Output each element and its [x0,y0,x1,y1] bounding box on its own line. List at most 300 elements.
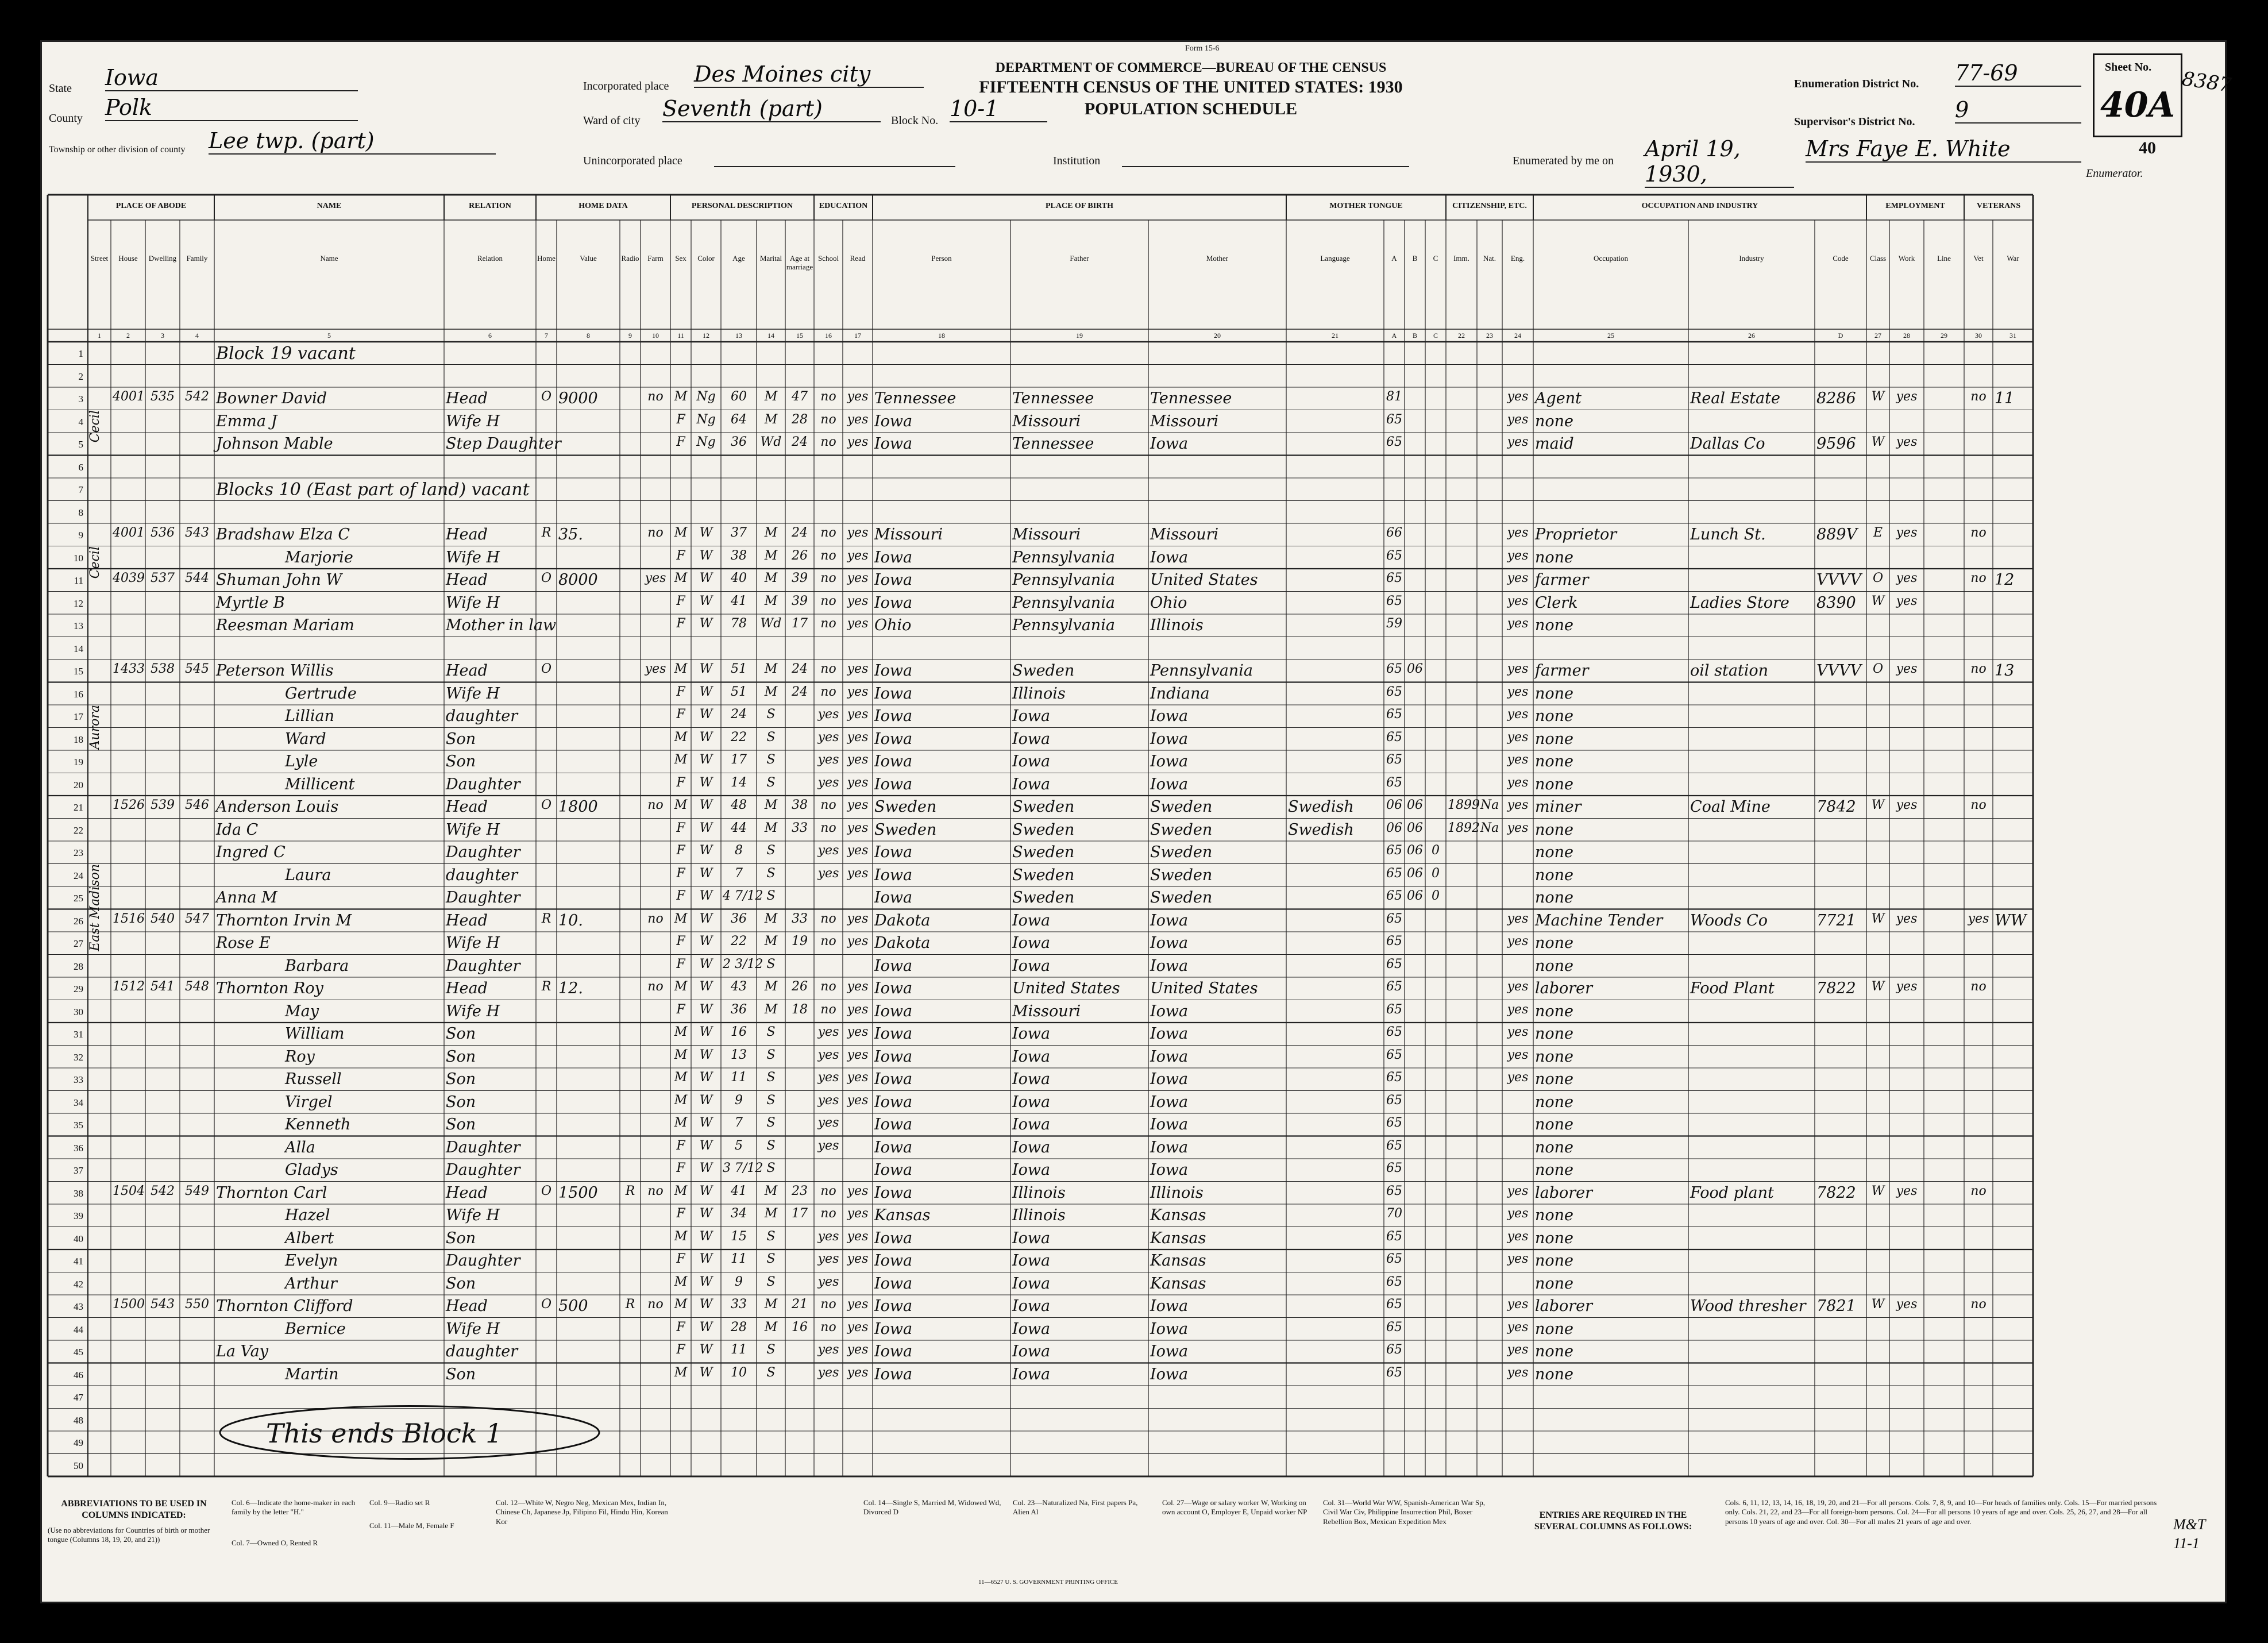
cell-fbp: Pennsylvania [1012,548,1115,566]
cell-fam: 544 [185,571,209,585]
cell-sch: no [820,934,836,948]
column-number: 23 [1486,331,1493,340]
cell-age: 13 [731,1047,747,1062]
cell-read: yes [847,1093,869,1108]
cell-mbp: Sweden [1150,866,1213,884]
cell-val: 9000 [558,389,598,407]
cell-a: 65 [1386,753,1402,767]
group-header: NAME [317,202,342,210]
cell-occ: none [1535,1047,1574,1066]
incorporated-value: Des Moines city [694,61,924,88]
cell-sex: F [676,684,685,699]
cell-vet: no [1970,1183,1987,1198]
group-header: RELATION [469,202,511,210]
cell-eng: yes [1507,571,1529,585]
cell-color: W [699,775,713,790]
cell-sch: yes [817,730,839,745]
cell-rel: Head [446,1297,488,1315]
cell-sch: yes [817,1138,839,1153]
cell-fbp: Iowa [1012,1070,1051,1088]
cell-a: 65 [1386,1002,1402,1017]
abbrev-col7: Col. 7—Owned O, Rented R [232,1538,318,1547]
cell-val: 500 [558,1297,588,1315]
cell-work: yes [1896,662,1918,676]
cell-agem: 47 [792,389,808,404]
cell-age: 16 [731,1025,747,1039]
cell-sex: M [674,1274,688,1289]
column-header: Person [931,254,952,263]
cell-dw: 537 [151,571,175,585]
cell-mbp: Iowa [1150,957,1189,975]
column-number: 12 [703,331,709,340]
cell-cls: W [1871,593,1885,608]
cell-house: 1500 [113,1297,145,1312]
column-header: Name [320,254,338,263]
cell-name: Marjorie [285,548,353,566]
cell-color: W [699,1252,713,1266]
cell-occ: none [1535,684,1574,703]
column-header: Language [1320,254,1350,263]
cell-ind: Ladies Store [1690,593,1789,612]
column-header: House [118,254,138,263]
row-number: 37 [74,1165,83,1176]
cell-mbp: Iowa [1150,1138,1189,1156]
cell-rel: Step Daughter [446,435,561,453]
cell-farm: no [647,389,664,404]
cell-bp: Iowa [874,1002,913,1020]
cell-fbp: Sweden [1012,843,1075,861]
cell-name: Arthur [285,1274,337,1293]
cell-bp: Iowa [874,1343,913,1360]
row-number: 15 [74,666,83,677]
cell-mar: S [766,753,776,767]
cell-sch: yes [817,775,839,790]
column-number: 10 [652,331,659,340]
cell-mbp: Iowa [1150,1002,1189,1020]
cell-age: 38 [731,548,747,563]
cell-code: VVVV [1816,662,1861,680]
cell-cls: W [1871,979,1885,994]
row-number: 7 [78,484,83,495]
cell-work: yes [1896,571,1918,585]
cell-bp: Iowa [874,662,913,680]
cell-cls: W [1871,389,1885,404]
cell-ind: Coal Mine [1690,798,1771,816]
cell-age: 9 [735,1093,743,1108]
row-number: 46 [74,1369,83,1380]
cell-age: 78 [731,616,747,631]
row-number: 40 [74,1233,83,1244]
cell-a: 65 [1386,866,1402,881]
column-header: A [1391,254,1397,263]
cell-occ: none [1535,820,1574,839]
cell-fbp: Missouri [1012,526,1081,543]
row-number: 20 [74,779,83,790]
column-number: 16 [825,331,832,340]
cell-rel: daughter [446,1343,518,1360]
cell-age: 9 [735,1274,743,1289]
row-number: 27 [74,938,83,949]
cell-sex: F [676,1320,685,1335]
cell-name: May [285,1002,319,1020]
cell-color: W [699,1002,713,1017]
column-number: 11 [677,331,684,340]
cell-vet: yes [1968,911,1989,926]
cell-a: 65 [1386,1183,1402,1198]
cell-mar: M [764,526,778,540]
cell-mar: M [764,1002,778,1017]
column-number: 15 [796,331,803,340]
cell-rel: Son [446,1274,476,1293]
cell-fbp: United States [1012,979,1120,997]
cell-eng: yes [1507,730,1529,745]
column-number: 3 [161,331,164,340]
cell-a: 65 [1386,1229,1402,1244]
cell-sch: no [820,662,836,676]
cell-bp: Dakota [874,934,931,952]
cell-val: 1800 [558,798,598,816]
cell-name: Hazel [285,1206,330,1224]
row-number: 13 [74,620,83,631]
column-number: 14 [767,331,774,340]
cell-age: 11 [731,1343,747,1357]
cell-color: W [699,1274,713,1289]
column-number: 20 [1214,331,1221,340]
cell-fbp: Iowa [1012,911,1051,930]
cell-mbp: Sweden [1150,820,1213,839]
cell-b: 06 [1407,889,1423,903]
cell-a: 65 [1386,548,1402,563]
enum-district-value: 77-69 [1955,60,2081,87]
cell-fam: 549 [185,1183,209,1198]
cell-rel: Wife H [446,548,500,566]
cell-age: 34 [731,1206,747,1221]
cell-color: W [699,1025,713,1039]
cell-sex: M [674,1093,688,1108]
cell-agem: 39 [792,593,808,608]
column-number: C [1433,331,1438,340]
cell-eng: yes [1507,798,1529,812]
cell-sch: yes [817,843,839,858]
cell-rel: Wife H [446,1206,500,1224]
row-number: 10 [74,552,83,564]
cell-mar: S [766,866,776,881]
cell-mbp: Iowa [1150,1161,1189,1179]
column-header: Occupation [1594,254,1628,263]
cell-read: yes [847,934,869,948]
column-number: 25 [1607,331,1614,340]
cell-dw: 540 [151,911,175,926]
cell-vet: no [1970,571,1987,585]
cell-rel: Daughter [446,1161,520,1179]
cell-mar: Wd [760,616,782,631]
cell-color: W [699,798,713,812]
cell-read: yes [847,979,869,994]
cell-work: yes [1896,593,1918,608]
cell-sch: yes [817,1093,839,1108]
cell-age: 11 [731,1070,747,1085]
cell-age: 8 [735,843,743,858]
cell-a: 06 [1386,798,1402,812]
cell-bp: Iowa [874,1116,913,1133]
row-number: 25 [74,893,83,904]
cell-rel: Wife H [446,1320,500,1338]
cell-a: 65 [1386,593,1402,608]
cell-name: Rose E [216,934,271,952]
cell-read: yes [847,593,869,608]
cell-eng: yes [1507,1252,1529,1266]
cell-bp: Iowa [874,957,913,975]
column-number: 5 [327,331,331,340]
cell-sch: yes [817,1047,839,1062]
cell-color: W [699,1343,713,1357]
cell-farm: no [647,911,664,926]
column-number: 9 [628,331,632,340]
column-header: Vet [1973,254,1984,263]
cell-mar: S [766,843,776,858]
cell-rel: Wife H [446,934,500,952]
column-number: 8 [587,331,590,340]
cell-mbp: United States [1150,979,1258,997]
cell-color: W [699,957,713,971]
cell-a: 65 [1386,1343,1402,1357]
cell-eng: yes [1507,526,1529,540]
cell-sex: F [676,1138,685,1153]
row-number: 16 [74,688,83,700]
cell-sch: no [820,526,836,540]
cell-sex: M [674,979,688,994]
row-number: 31 [74,1029,83,1040]
cell-color: W [699,911,713,926]
cell-rel: Daughter [446,957,520,975]
cell-sch: yes [817,1274,839,1289]
cell-fbp: Iowa [1012,1093,1051,1111]
cell-home: O [541,798,552,812]
row-number: 9 [78,530,83,541]
cell-house: 4039 [113,571,145,585]
cell-rel: Head [446,662,488,680]
row-number: 23 [74,847,83,858]
cell-name: Kenneth [285,1116,351,1133]
cell-rel: Daughter [446,775,520,793]
column-header: Work [1898,254,1915,263]
cell-sch: yes [817,1365,839,1380]
cell-rel: Head [446,979,488,997]
cell-sex: M [674,1070,688,1085]
group-header: MOTHER TONGUE [1329,202,1403,210]
cell-mar: S [766,1252,776,1266]
cell-eng: yes [1507,1229,1529,1244]
cell-mar: S [766,957,776,971]
cell-val: 10. [558,911,583,930]
cell-mbp: Indiana [1150,684,1210,703]
column-header: School [817,254,839,263]
cell-sch: no [820,1320,836,1335]
row-number: 21 [74,802,83,813]
state-label: State [49,82,72,95]
cell-home: O [541,1297,552,1312]
cell-imm: 1892 [1448,820,1480,835]
cell-bp: Iowa [874,843,913,861]
cell-a: 65 [1386,435,1402,449]
cell-read: yes [847,571,869,585]
cell-farm: yes [645,571,666,585]
cell-sex: M [674,1297,688,1312]
cell-read: yes [847,707,869,722]
cell-code: 7822 [1816,979,1856,997]
cell-bp: Iowa [874,889,913,907]
cell-bp: Iowa [874,1365,913,1383]
cell-color: Ng [696,435,716,449]
county-label: County [49,112,83,125]
cell-name: Anderson Louis [216,798,339,816]
cell-sch: no [820,1297,836,1312]
cell-fbp: Iowa [1012,1229,1051,1247]
cell-a: 65 [1386,1070,1402,1085]
cell-color: W [699,593,713,608]
row-number: 5 [78,439,83,450]
column-header: Sex [675,254,686,263]
cell-sex: F [676,1252,685,1266]
cell-age: 41 [731,593,747,608]
column-header: Home [537,254,556,263]
abbrev-col12: Col. 12—White W, Negro Neg, Mexican Mex, Indian In, Chinese Ch, Japanese Jp, Filipino Fil, Hindu Hin, Korean Kor [496,1498,668,1526]
cell-name: Laura [285,866,331,884]
column-header: Age at marriage [786,254,813,271]
cell-bp: Iowa [874,1161,913,1179]
cell-occ: none [1535,1274,1574,1293]
group-header: HOME DATA [578,202,628,210]
cell-sch: yes [817,1229,839,1244]
cell-age: 40 [731,571,747,585]
institution-line [1122,149,1409,167]
cell-eng: yes [1507,1183,1529,1198]
cell-eng: yes [1507,662,1529,676]
cell-b: 06 [1407,798,1423,812]
cell-age: 24 [731,707,747,722]
cell-code: 8286 [1816,389,1856,407]
cell-name: Thornton Carl [216,1183,327,1202]
cell-fam: 545 [185,662,209,676]
cell-agem: 18 [792,1002,808,1017]
cell-vet: no [1970,389,1987,404]
cell-name: Gladys [285,1161,338,1179]
cell-name: Gertrude [285,684,357,703]
cell-read: yes [847,389,869,404]
cell-rel: Son [446,1093,476,1111]
form-number: Form 15-6 [1185,44,1220,53]
cell-fbp: Missouri [1012,1002,1081,1020]
column-header: Line [1937,254,1951,263]
cell-mar: M [764,412,778,427]
cell-sex: M [674,730,688,745]
cell-name: Thornton Clifford [216,1297,353,1315]
cell-sch: no [820,548,836,563]
cell-house: 1512 [113,979,145,994]
cell-mbp: Iowa [1150,753,1189,770]
cell-occ: none [1535,1116,1574,1133]
row-number: 50 [74,1460,83,1471]
cell-sch: yes [817,1116,839,1130]
cell-rel: daughter [446,707,518,725]
cell-b: 06 [1407,866,1423,881]
cell-mar: S [766,1161,776,1175]
cell-a: 65 [1386,412,1402,427]
cell-mar: M [764,548,778,563]
cell-age: 4 7/12 [723,889,763,903]
cell-sex: F [676,889,685,903]
cell-fbp: Iowa [1012,707,1051,725]
cell-fbp: Iowa [1012,1047,1051,1066]
cell-cls: E [1873,526,1883,540]
cell-read: yes [847,1365,869,1380]
cell-sch: yes [817,1025,839,1039]
cell-color: W [699,1116,713,1130]
column-header: Color [697,254,715,263]
sheet-box [2093,53,2182,137]
cell-a: 65 [1386,889,1402,903]
cell-mbp: Iowa [1150,730,1189,748]
cell-rel: Daughter [446,889,520,907]
cell-fam: 543 [185,526,209,540]
cell-age: 22 [731,730,747,745]
cell-cls: O [1872,571,1884,585]
cell-bp: Iowa [874,548,913,566]
cell-name: Albert [285,1229,334,1247]
cell-bp: Sweden [874,798,937,816]
cell-eng: yes [1507,435,1529,449]
cell-agem: 21 [792,1297,808,1312]
cell-a: 65 [1386,934,1402,948]
cell-occ: none [1535,934,1574,952]
abbrev-col6: Col. 6—Indicate the home-maker in each family by the letter "H." [232,1498,356,1517]
cell-color: W [699,753,713,767]
row-number: 29 [74,984,83,994]
cell-mar: S [766,775,776,790]
cell-dw: 539 [151,798,175,812]
cell-age: 36 [731,1002,747,1017]
cell-name: Thornton Irvin M [216,911,352,930]
street-name: Cecil [88,546,102,578]
cell-a: 65 [1386,1161,1402,1175]
cell-fbp: Sweden [1012,798,1075,816]
unincorporated-line [714,149,955,167]
cell-name: Emma J [216,412,277,430]
cell-a: 65 [1386,1093,1402,1108]
cell-mar: M [764,1183,778,1198]
cell-name: Alla [285,1138,315,1156]
column-number: 29 [1941,331,1947,340]
cell-a: 65 [1386,775,1402,790]
cell-sex: F [676,1343,685,1357]
cell-read: yes [847,1229,869,1244]
cell-rel: Son [446,1365,476,1383]
cell-color: W [699,1138,713,1153]
cell-fbp: Iowa [1012,1365,1051,1383]
cell-age: 33 [731,1297,747,1312]
cell-sex: M [674,1025,688,1039]
cell-eng: yes [1507,389,1529,404]
abbrev-title: ABBREVIATIONS TO BE USED IN COLUMNS INDICATED: [61,1499,207,1520]
column-number: 28 [1903,331,1910,340]
cell-rel: Wife H [446,820,500,839]
cell-wr: 13 [1995,662,2015,680]
column-number: 24 [1514,331,1521,340]
cell-work: yes [1896,979,1918,994]
cell-occ: farmer [1535,662,1589,680]
cell-bp: Iowa [874,1025,913,1043]
cell-color: W [699,1093,713,1108]
